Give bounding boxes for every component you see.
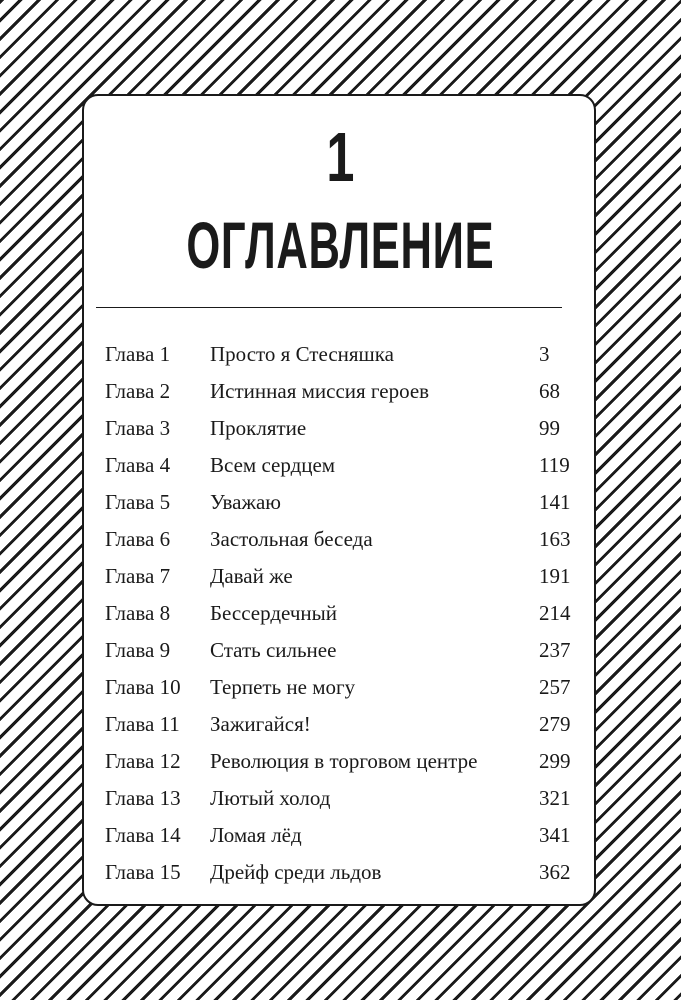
toc-chapter-title: Проклятие (210, 416, 307, 440)
toc-chapter-title: Истинная миссия героев (210, 379, 430, 403)
table-of-contents (105, 336, 580, 891)
section-number: 1 (326, 118, 355, 196)
toc-entry[interactable] (105, 447, 580, 484)
toc-entry[interactable] (105, 669, 580, 706)
toc-entry[interactable] (105, 706, 580, 743)
toc-chapter-label: Глава 4 (105, 453, 171, 477)
toc-chapter-label: Глава 14 (105, 823, 181, 847)
toc-page-number: 362 (539, 860, 571, 884)
toc-chapter-title: Зажигайся! (210, 712, 311, 736)
toc-page-number: 237 (539, 638, 571, 662)
page-title: ОГЛАВЛЕНИЕ (186, 208, 495, 282)
toc-entry[interactable] (105, 521, 580, 558)
toc-chapter-label: Глава 11 (105, 712, 180, 736)
toc-entry[interactable] (105, 743, 580, 780)
title-divider (96, 307, 562, 308)
toc-entry[interactable] (105, 632, 580, 669)
toc-page-number: 3 (539, 342, 550, 366)
toc-chapter-label: Глава 6 (105, 527, 171, 551)
toc-chapter-title: Давай же (210, 564, 293, 588)
toc-entry[interactable] (105, 336, 580, 373)
toc-page-number: 119 (539, 453, 570, 477)
toc-chapter-label: Глава 12 (105, 749, 181, 773)
toc-entry[interactable] (105, 854, 580, 891)
toc-chapter-title: Лютый холод (210, 786, 331, 810)
toc-chapter-title: Бессердечный (210, 601, 337, 625)
toc-chapter-title: Терпеть не могу (210, 675, 356, 699)
toc-page-number: 191 (539, 564, 571, 588)
toc-chapter-title: Просто я Стесняшка (210, 342, 394, 366)
toc-chapter-title: Революция в торговом центре (210, 749, 478, 773)
toc-page-number: 257 (539, 675, 571, 699)
toc-chapter-title: Стать сильнее (210, 638, 337, 662)
toc-chapter-title: Всем сердцем (210, 453, 336, 477)
toc-entry[interactable] (105, 595, 580, 632)
toc-page-number: 279 (539, 712, 571, 736)
toc-chapter-label: Глава 1 (105, 342, 171, 366)
toc-chapter-label: Глава 5 (105, 490, 171, 514)
toc-entry[interactable] (105, 484, 580, 521)
toc-chapter-title: Уважаю (210, 490, 281, 514)
toc-entry[interactable] (105, 373, 580, 410)
toc-page-number: 321 (539, 786, 571, 810)
toc-chapter-title: Застольная беседа (210, 527, 373, 551)
toc-chapter-title: Ломая лёд (210, 823, 302, 847)
toc-page-number: 163 (539, 527, 571, 551)
toc-chapter-label: Глава 3 (105, 416, 171, 440)
toc-chapter-label: Глава 15 (105, 860, 181, 884)
toc-page-number: 341 (539, 823, 571, 847)
toc-page-number: 68 (539, 379, 560, 403)
toc-chapter-label: Глава 8 (105, 601, 171, 625)
toc-chapter-label: Глава 9 (105, 638, 171, 662)
toc-chapter-label: Глава 13 (105, 786, 181, 810)
toc-chapter-label: Глава 2 (105, 379, 171, 403)
toc-page-number: 299 (539, 749, 571, 773)
toc-page-number: 141 (539, 490, 571, 514)
toc-page-number: 99 (539, 416, 560, 440)
toc-chapter-title: Дрейф среди льдов (210, 860, 382, 884)
toc-entry[interactable] (105, 558, 580, 595)
toc-entry[interactable] (105, 780, 580, 817)
toc-entry[interactable] (105, 410, 580, 447)
toc-entry[interactable] (105, 817, 580, 854)
toc-page-number: 214 (539, 601, 571, 625)
toc-chapter-label: Глава 10 (105, 675, 181, 699)
toc-chapter-label: Глава 7 (105, 564, 171, 588)
